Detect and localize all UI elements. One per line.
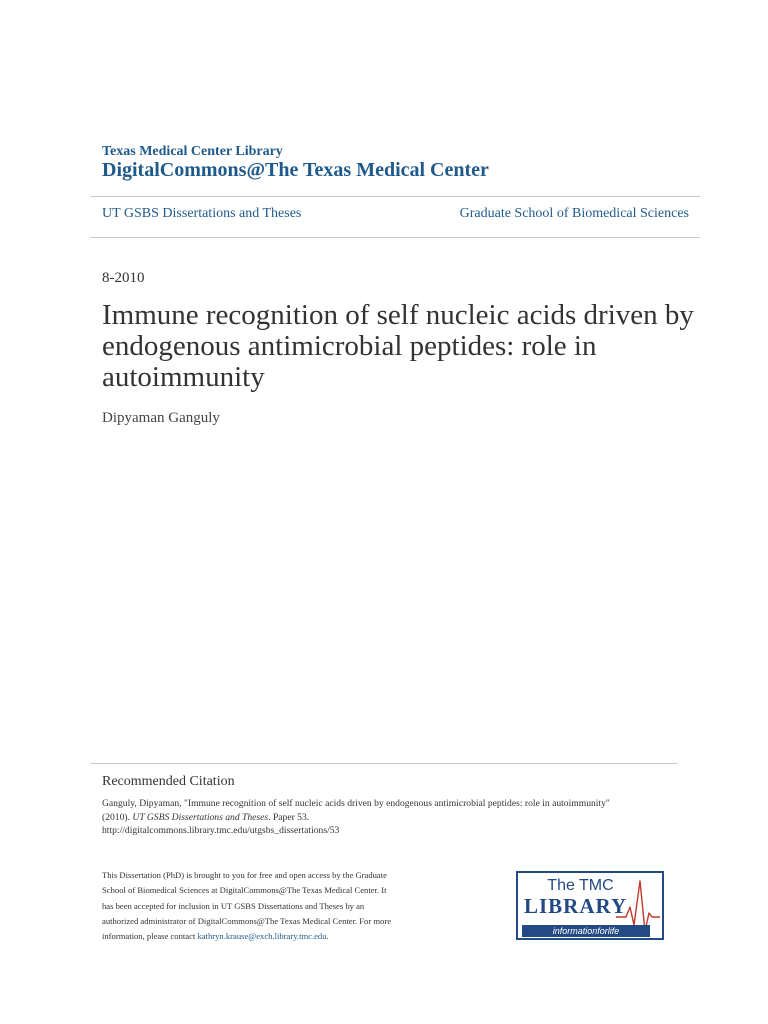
top-divider — [90, 196, 700, 197]
logo-tagline: informationforlife — [522, 925, 650, 937]
logo-line2: LIBRARY — [524, 894, 628, 918]
citation-url[interactable]: http://digitalcommons.library.tmc.edu/utgsbs_dissertations/53 — [102, 825, 340, 836]
collection-link[interactable]: UT GSBS Dissertations and Theses — [102, 206, 302, 221]
nav-divider — [90, 237, 700, 238]
citation-heading: Recommended Citation — [102, 774, 235, 789]
logo-line1: The TMC — [547, 877, 614, 894]
citation-text — [102, 797, 692, 838]
author-name: Dipyaman Ganguly — [102, 410, 220, 426]
citation-line: Ganguly, Dipyaman, "Immune recognition of self nucleic acids driven by endogenous antimicrobial peptides: role in autoimmunity" — [102, 798, 610, 809]
citation-year: (2010). — [102, 811, 130, 823]
citation-series: UT GSBS Dissertations and Theses — [132, 811, 269, 823]
citation-paper: . Paper 53. — [268, 811, 310, 823]
repository-name[interactable]: DigitalCommons@The Texas Medical Center — [102, 159, 489, 181]
notice-text: This Dissertation (PhD) is brought to you for free and open access by the Graduate School of Biomedical Sciences at DigitalCommons@The Texas Medical Center. It has been accepted for inclusion in UT GSBS Dissertations and Theses by an authorized administrator of DigitalCommons@The Texas Medical Center. For more information, please contact — [102, 870, 392, 942]
tmc-library-logo[interactable] — [516, 871, 664, 940]
citation-divider — [90, 763, 678, 764]
notice-end: . — [326, 931, 329, 942]
contact-email-link[interactable]: kathryn.krause@exch.library.tmc.edu — [197, 931, 327, 942]
access-notice — [102, 868, 392, 944]
library-name[interactable]: Texas Medical Center Library — [102, 144, 283, 159]
document-title: Immune recognition of self nucleic acids driven by endogenous antimicrobial peptides: role in autoimmunity — [102, 299, 694, 393]
publication-date: 8-2010 — [102, 270, 145, 286]
school-link[interactable]: Graduate School of Biomedical Sciences — [459, 206, 689, 221]
